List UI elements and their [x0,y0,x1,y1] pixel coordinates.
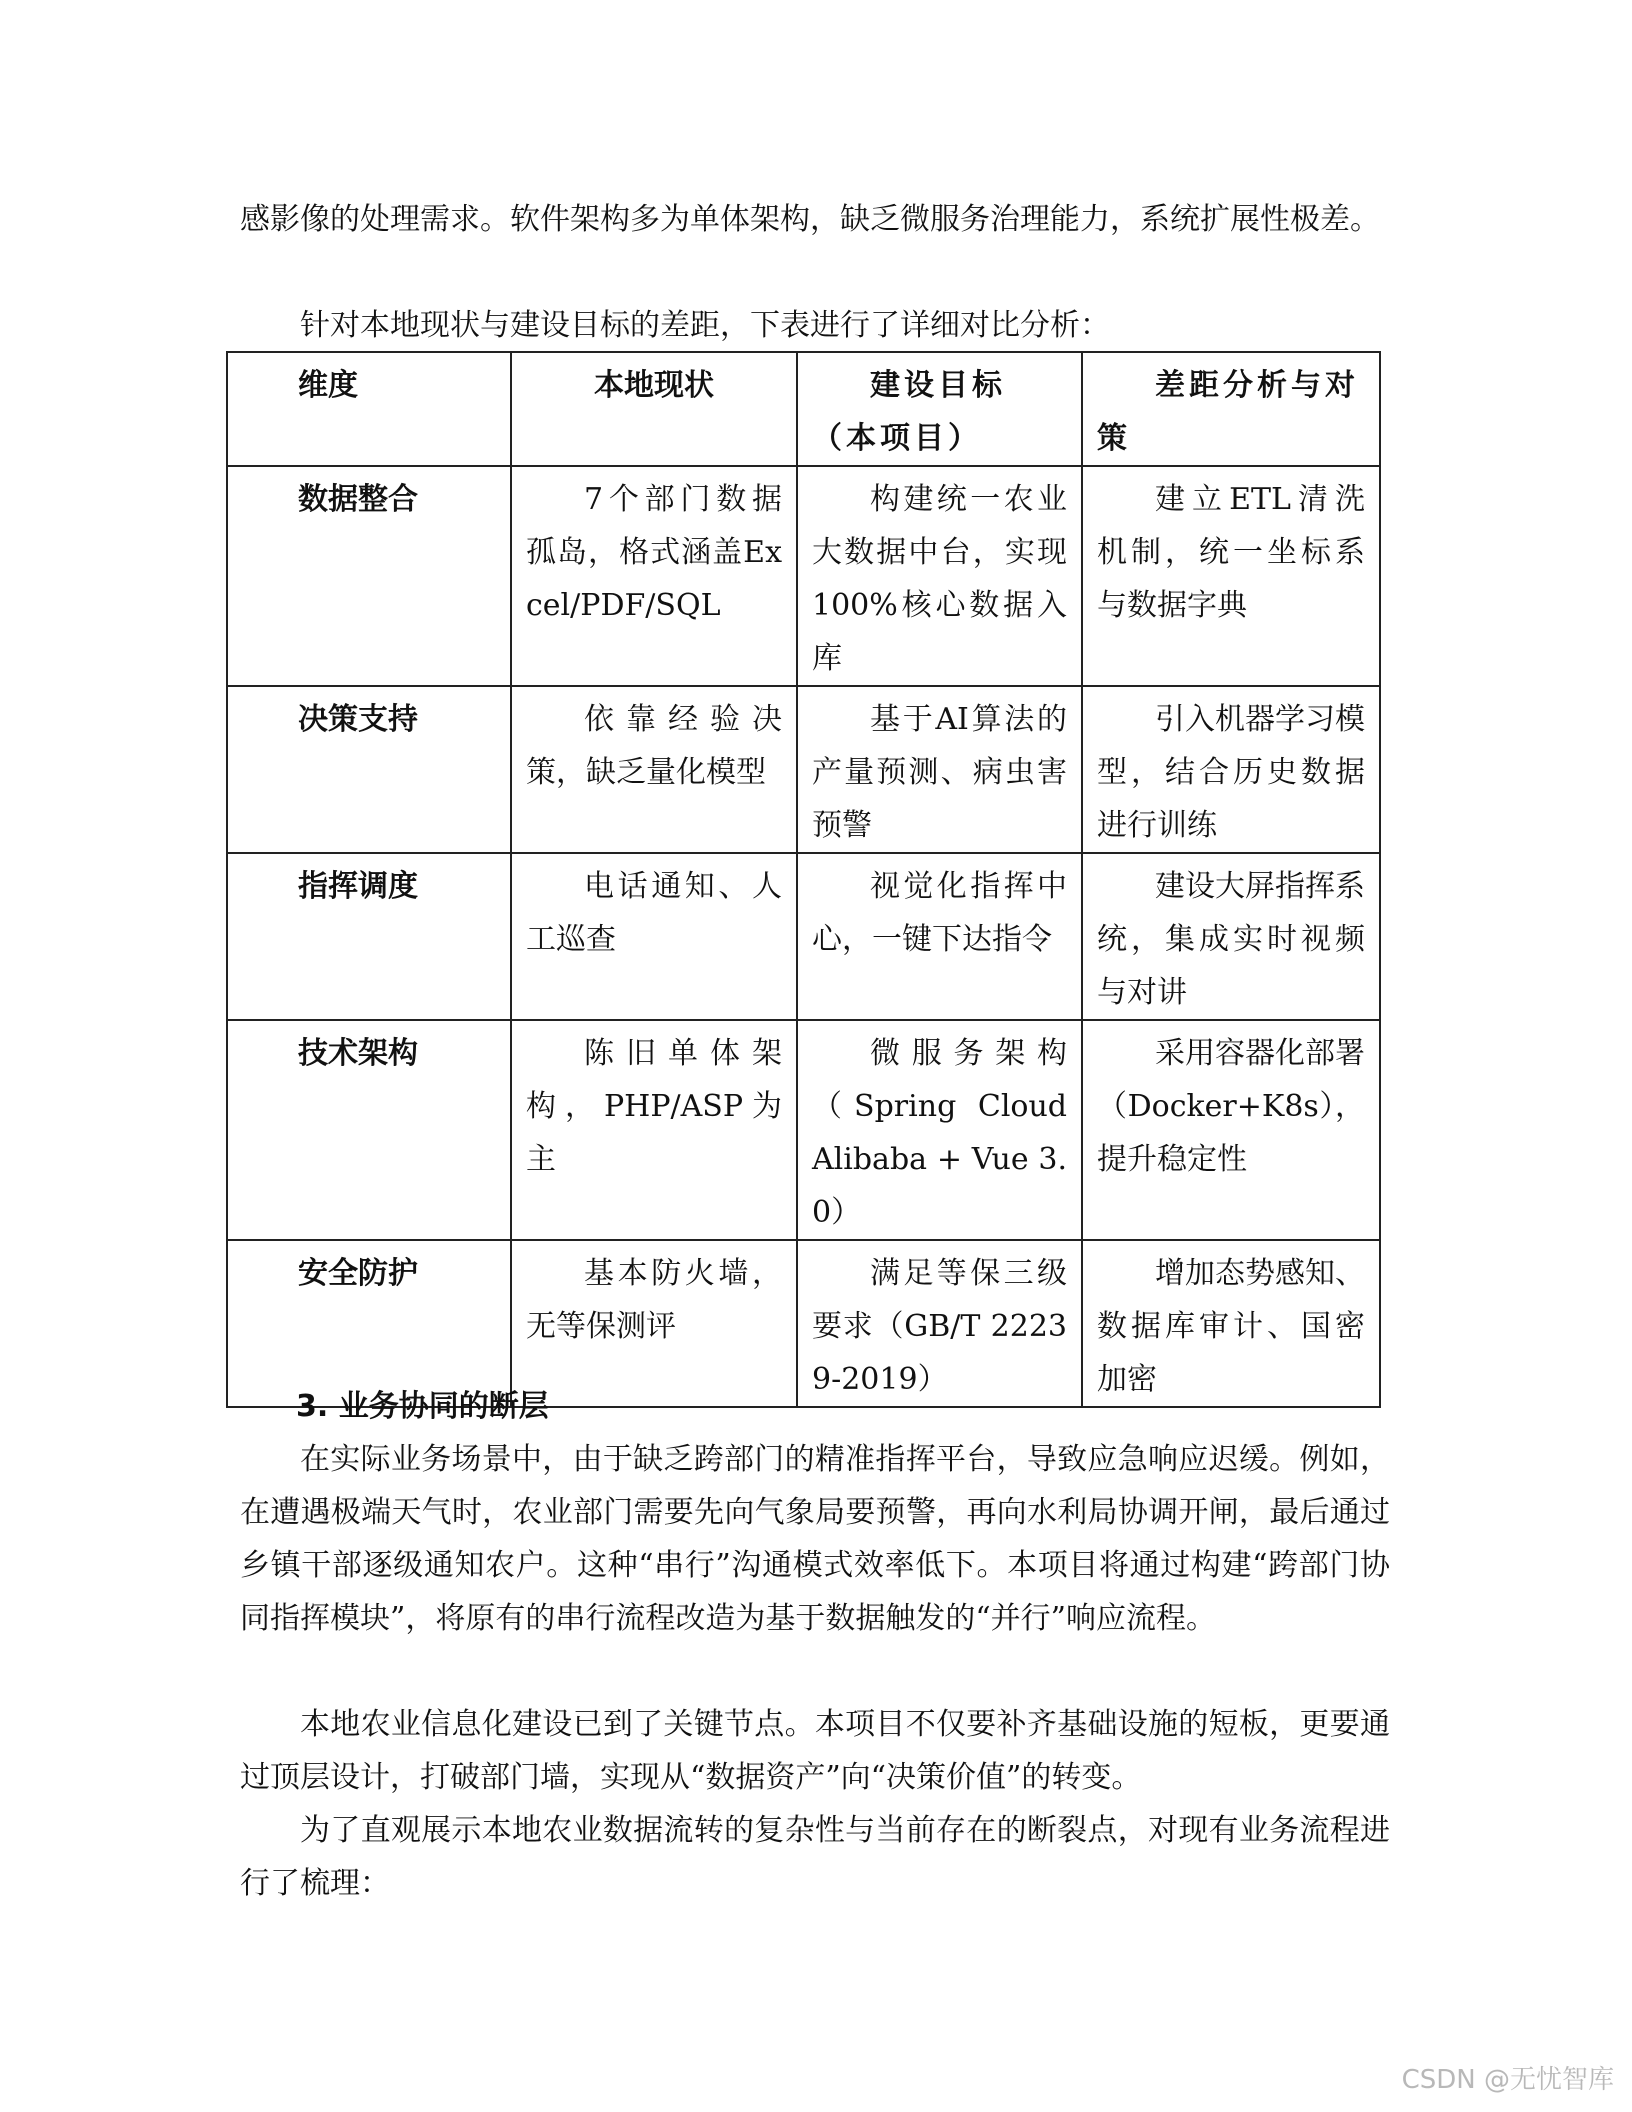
row-target: 满足等保三级要求（GB/T 22239-2019） [797,1240,1082,1407]
row-dimension: 决策支持 [227,686,511,853]
row-current: 电话通知、人工巡查 [511,853,797,1020]
row-current: 依靠经验决策，缺乏量化模型 [511,686,797,853]
row-target: 微服务架构（Spring Cloud Alibaba + Vue 3.0） [797,1020,1082,1240]
row-dimension: 指挥调度 [227,853,511,1020]
header-dimension: 维度 [227,352,511,466]
table-row [227,1020,1380,1240]
header-strategy: 差距分析与对策 [1082,352,1380,466]
row-current: 基本防火墙，无等保测评 [511,1240,797,1407]
row-dimension: 技术架构 [227,1020,511,1240]
section-paragraph: 本地农业信息化建设已到了关键节点。本项目不仅要补齐基础设施的短板，更要通过顶层设计，打破部门墙，实现从“数据资产”向“决策价值”的转变。 [240,1707,1390,1795]
section-paragraph: 在实际业务场景中，由于缺乏跨部门的精准指挥平台，导致应急响应迟缓。例如，在遭遇极端天气时，农业部门需要先向气象局要预警，再向水利局协调开闸，最后通过乡镇干部逐级通知农户。这种“串行”沟通模式效率低下。本项目将通过构建“跨部门协同指挥模块”，将原有的串行流程改造为基于数据触发的“并行”响应流程。 [240,1442,1390,1636]
row-strategy: 采用容器化部署（Docker+K8s），提升稳定性 [1082,1020,1380,1240]
table-row [227,466,1380,686]
section-paragraph: 为了直观展示本地农业数据流转的复杂性与当前存在的断裂点，对现有业务流程进行了梳理： [240,1813,1390,1901]
table-row [227,853,1380,1020]
row-current: 7个部门数据孤岛，格式涵盖Excel/PDF/SQL [511,466,797,686]
header-current: 本地现状 [511,352,797,466]
table-intro-paragraph: 针对本地现状与建设目标的差距，下表进行了详细对比分析： [300,308,1110,343]
row-dimension: 安全防护 [227,1240,511,1407]
row-strategy: 引入机器学习模型，结合历史数据进行训练 [1082,686,1380,853]
comparison-table [226,351,1381,1408]
row-strategy: 增加态势感知、数据库审计、国密加密 [1082,1240,1380,1407]
table-header-row [227,352,1380,466]
intro-paragraph: 感影像的处理需求。软件架构多为单体架构，缺乏微服务治理能力，系统扩展性极差。 [240,202,1380,237]
row-target: 构建统一农业大数据中台，实现100%核心数据入库 [797,466,1082,686]
section-heading: 3. 业务协同的断层 [296,1389,549,1424]
row-strategy: 建立ETL清洗机制，统一坐标系与数据字典 [1082,466,1380,686]
table-row [227,686,1380,853]
row-strategy: 建设大屏指挥系统，集成实时视频与对讲 [1082,853,1380,1020]
row-target: 基于AI算法的产量预测、病虫害预警 [797,686,1082,853]
watermark: CSDN @无忧智库 [1401,2065,1614,2095]
row-target: 视觉化指挥中心，一键下达指令 [797,853,1082,1020]
header-target: 建设目标（本项目） [797,352,1082,466]
row-dimension: 数据整合 [227,466,511,686]
row-current: 陈旧单体架构，PHP/ASP为主 [511,1020,797,1240]
